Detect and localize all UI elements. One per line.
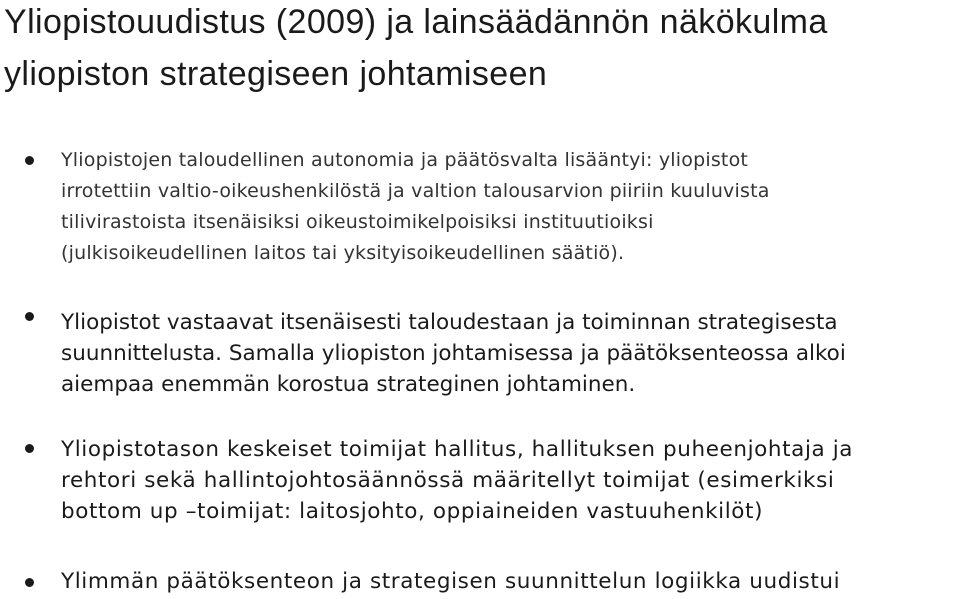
bullet-line: Yliopistojen taloudellinen autonomia ja päätösvalta lisääntyi: yliopistot xyxy=(61,149,749,171)
slide-title xyxy=(4,0,956,100)
slide-title-line: Yliopistouudistus (2009) ja lainsäädännön näkökulma xyxy=(4,3,828,41)
bullet-line: rehtori sekä hallintojohtosäännössä määritellyt toimijat (esimerkiksi xyxy=(61,468,835,493)
bullet-text xyxy=(61,145,956,269)
bullet-text xyxy=(61,434,956,527)
bullet-dot-icon xyxy=(25,312,34,321)
bullet-line: Ylimmän päätöksenteon ja strategisen suunnittelun logiikka uudistui xyxy=(61,569,841,594)
bullet-line: suunnittelusta. Samalla yliopiston johtamisessa ja päätöksenteossa alkoi xyxy=(61,341,846,366)
bullet-line: Yliopistot vastaavat itsenäisesti taloudestaan ja toiminnan strategisesta xyxy=(61,310,838,335)
bullet-dot-icon xyxy=(25,444,34,453)
bullet-line: tilivirastoista itsenäisiksi oikeustoimikelpoisiksi instituutioiksi xyxy=(61,211,654,233)
bullet-line: (julkisoikeudellinen laitos tai yksityisoikeudellinen säätiö). xyxy=(61,242,625,264)
bullet-line: Yliopistotason keskeiset toimijat hallitus, hallituksen puheenjohtaja ja xyxy=(61,437,854,462)
bullet-dot-icon xyxy=(25,156,34,165)
bullet-line: aiempaa enemmän korostua strateginen johtaminen. xyxy=(61,372,636,397)
bullet-dot-icon xyxy=(25,578,34,587)
bullet-text xyxy=(61,307,956,400)
bullet-line: irrotettiin valtio-oikeushenkilöstä ja valtion talousarvion piiriin kuuluvista xyxy=(61,180,770,202)
slide-title-line: yliopiston strategiseen johtamiseen xyxy=(4,55,548,93)
bullet-text xyxy=(61,566,956,597)
bullet-line: bottom up –toimijat: laitosjohto, oppiaineiden vastuuhenkilöt) xyxy=(61,499,764,524)
